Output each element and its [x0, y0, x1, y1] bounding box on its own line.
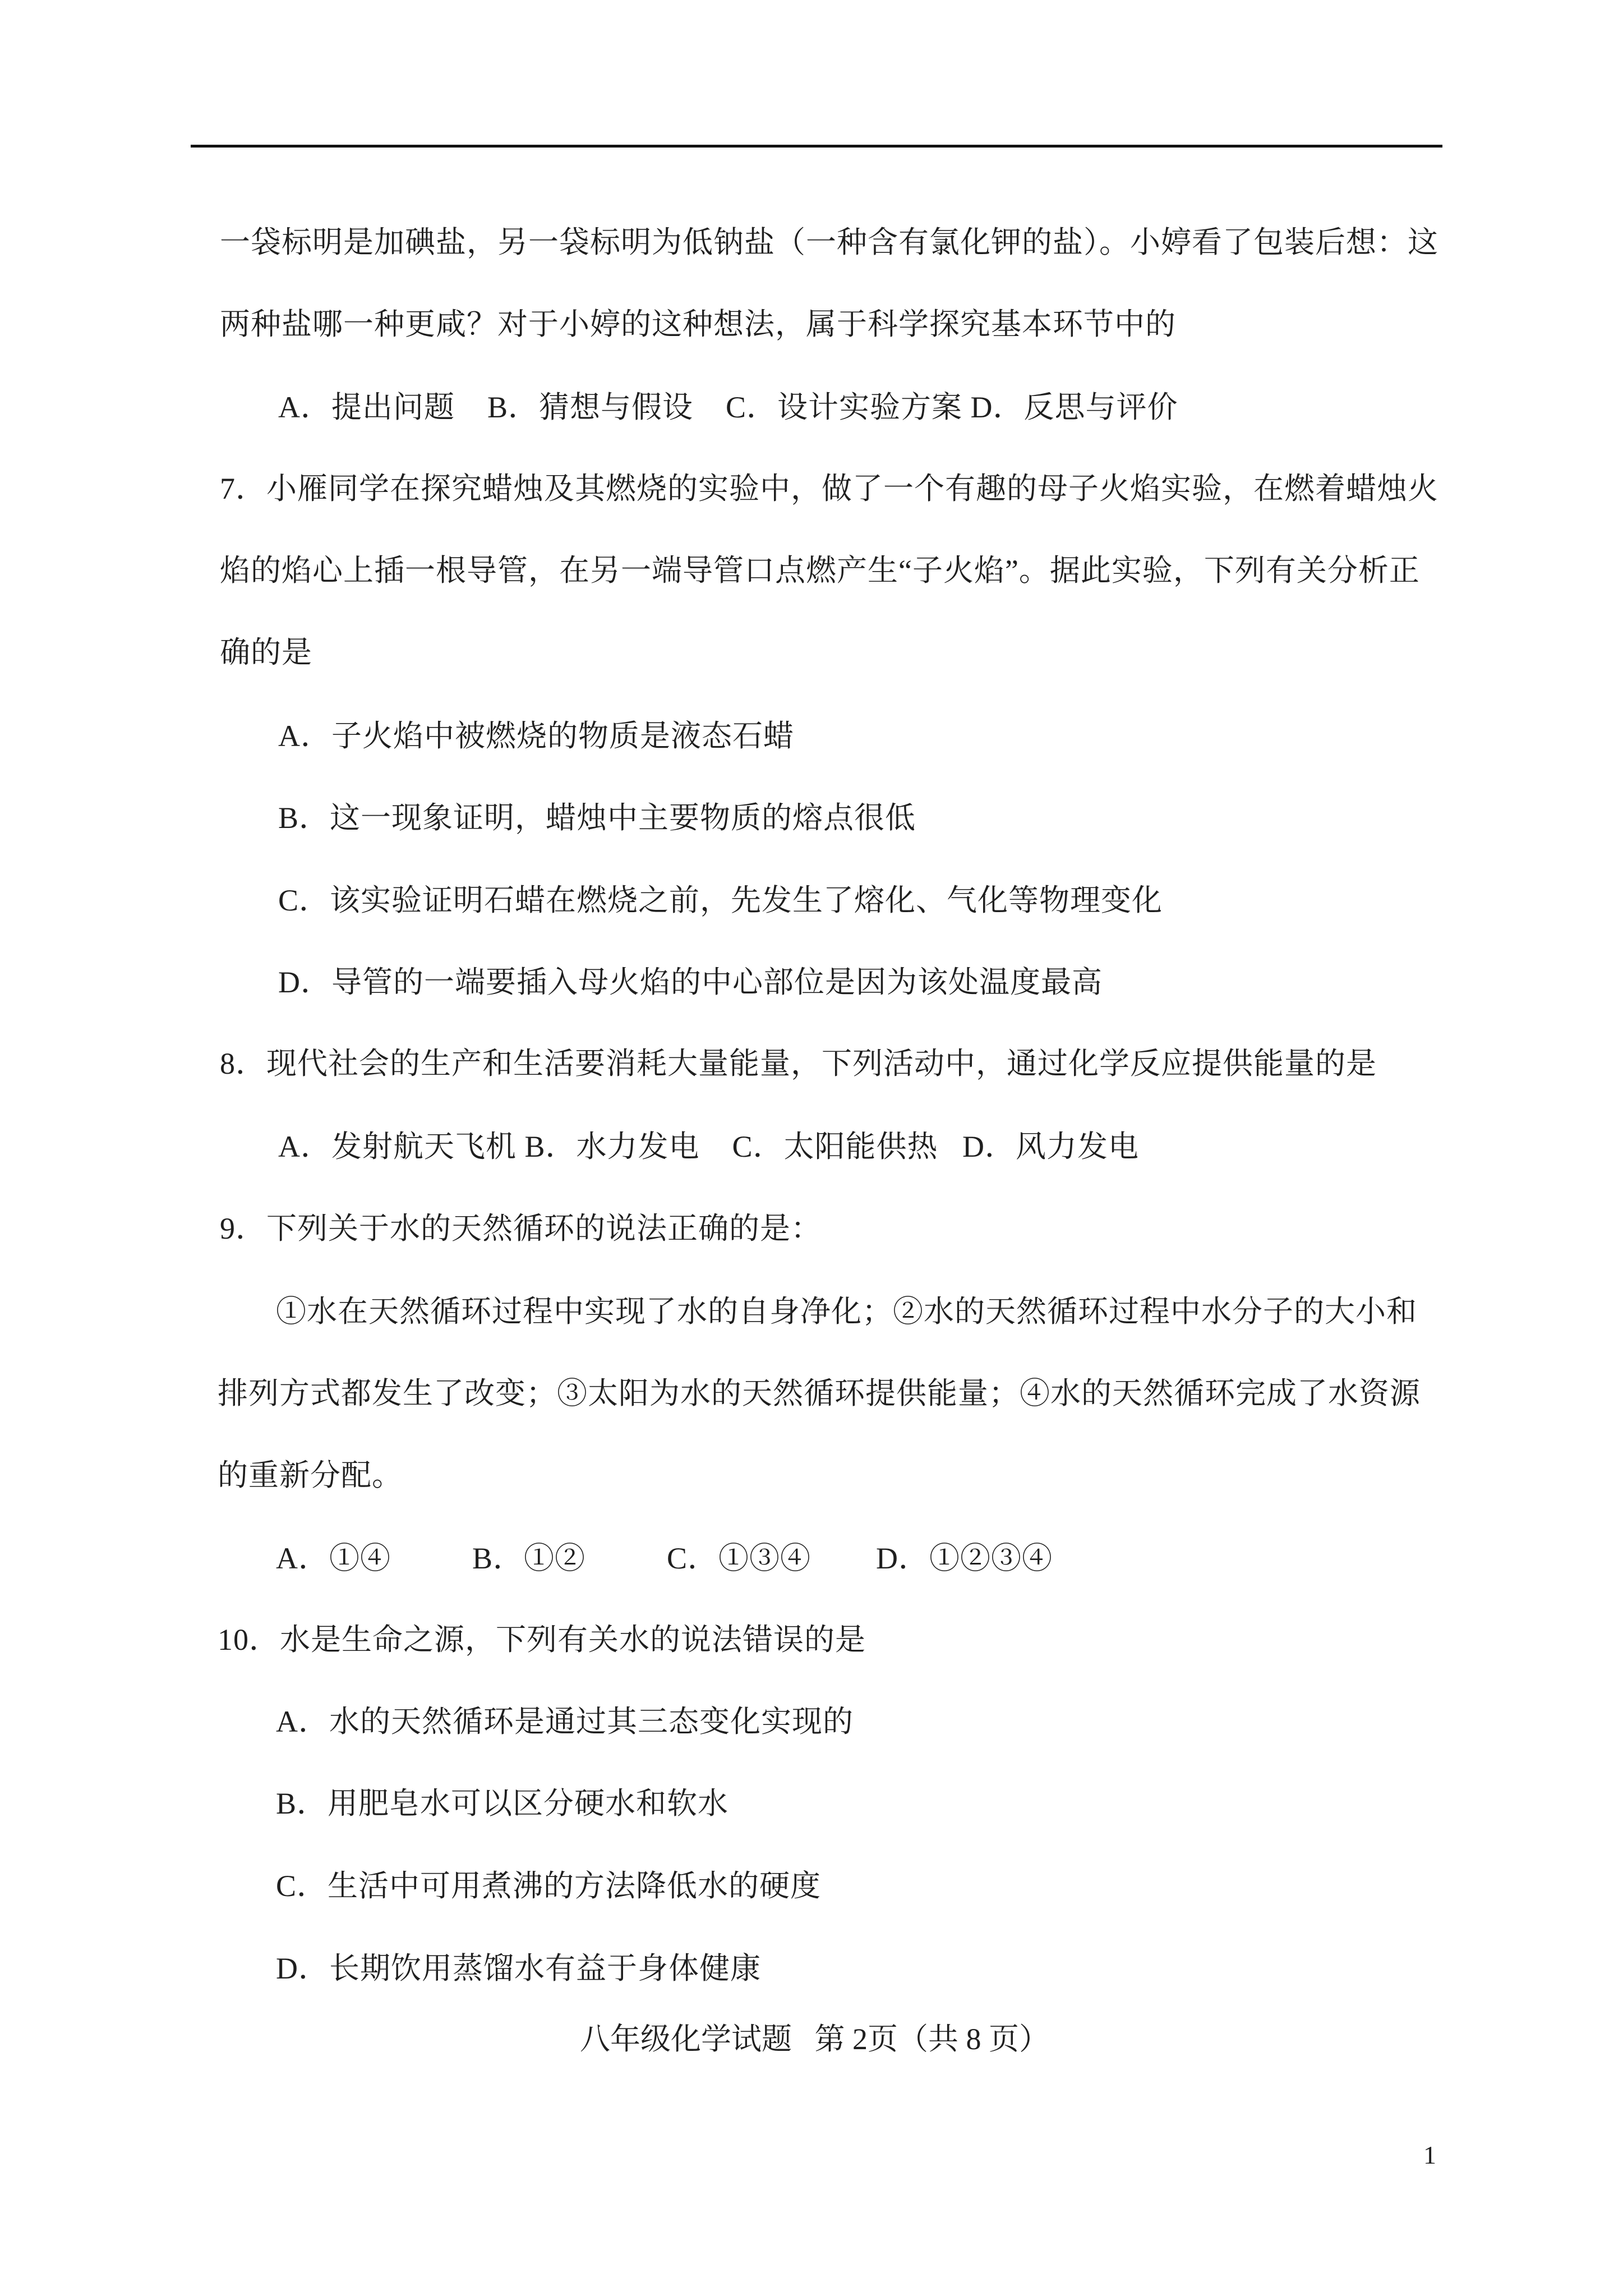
- text-line: ①水在天然循环过程中实现了水的自身净化；②水的天然循环过程中水分子的大小和: [276, 1295, 1417, 1328]
- question-9: 9．下列关于水的天然循环的说法正确的是：: [220, 1212, 822, 1245]
- option-c: C．该实验证明石蜡在燃烧之前，先发生了熔化、气化等物理变化: [278, 884, 1163, 917]
- option-d: D．导管的一端要插入母火焰的中心部位是因为该处温度最高: [278, 965, 1103, 999]
- text-line: 确的是: [220, 636, 312, 669]
- page-footer: 八年级化学试题 第 2页（共 8 页）: [580, 2022, 1049, 2056]
- option-b: B．用肥皂水可以区分硬水和软水: [276, 1787, 729, 1820]
- option-d: D．长期饮用蒸馏水有益于身体健康: [276, 1952, 761, 1985]
- page-number: 1: [1423, 2141, 1436, 2169]
- option-line: A．提出问题 B．猜想与假设 C．设计实验方案 D．反思与评价: [278, 390, 1178, 424]
- text-line: 排列方式都发生了改变；③太阳为水的天然循环提供能量；④水的天然循环完成了水资源: [218, 1377, 1421, 1410]
- option-line: A．发射航天飞机 B．水力发电 C．太阳能供热 D．风力发电: [278, 1130, 1140, 1163]
- text-line: 的重新分配。: [218, 1458, 403, 1492]
- option-c: C．生活中可用煮沸的方法降低水的硬度: [276, 1869, 822, 1903]
- option-a: A．子火焰中被燃烧的物质是液态石蜡: [278, 719, 794, 753]
- question-10: 10．水是生命之源，下列有关水的说法错误的是: [218, 1623, 866, 1657]
- text-line: 一袋标明是加碘盐，另一袋标明为低钠盐（一种含有氯化钾的盐）。小婷看了包装后想：这: [220, 226, 1438, 259]
- question-7: 7．小雁同学在探究蜡烛及其燃烧的实验中，做了一个有趣的母子火焰实验，在燃着蜡烛火: [220, 472, 1438, 505]
- header-rule: [191, 145, 1442, 148]
- text-line: 两种盐哪一种更咸？对于小婷的这种想法，属于科学探究基本环节中的: [220, 307, 1176, 341]
- option-b: B．这一现象证明，蜡烛中主要物质的熔点很低: [278, 801, 916, 835]
- option-a: A．水的天然循环是通过其三态变化实现的: [276, 1705, 854, 1738]
- option-line: A．①④ B．①② C．①③④ D．①②③④: [276, 1542, 1053, 1575]
- text-line: 焰的焰心上插一根导管，在另一端导管口点燃产生“子火焰”。据此实验，下列有关分析正: [220, 554, 1420, 587]
- question-8: 8．现代社会的生产和生活要消耗大量能量，下列活动中，通过化学反应提供能量的是: [220, 1047, 1377, 1080]
